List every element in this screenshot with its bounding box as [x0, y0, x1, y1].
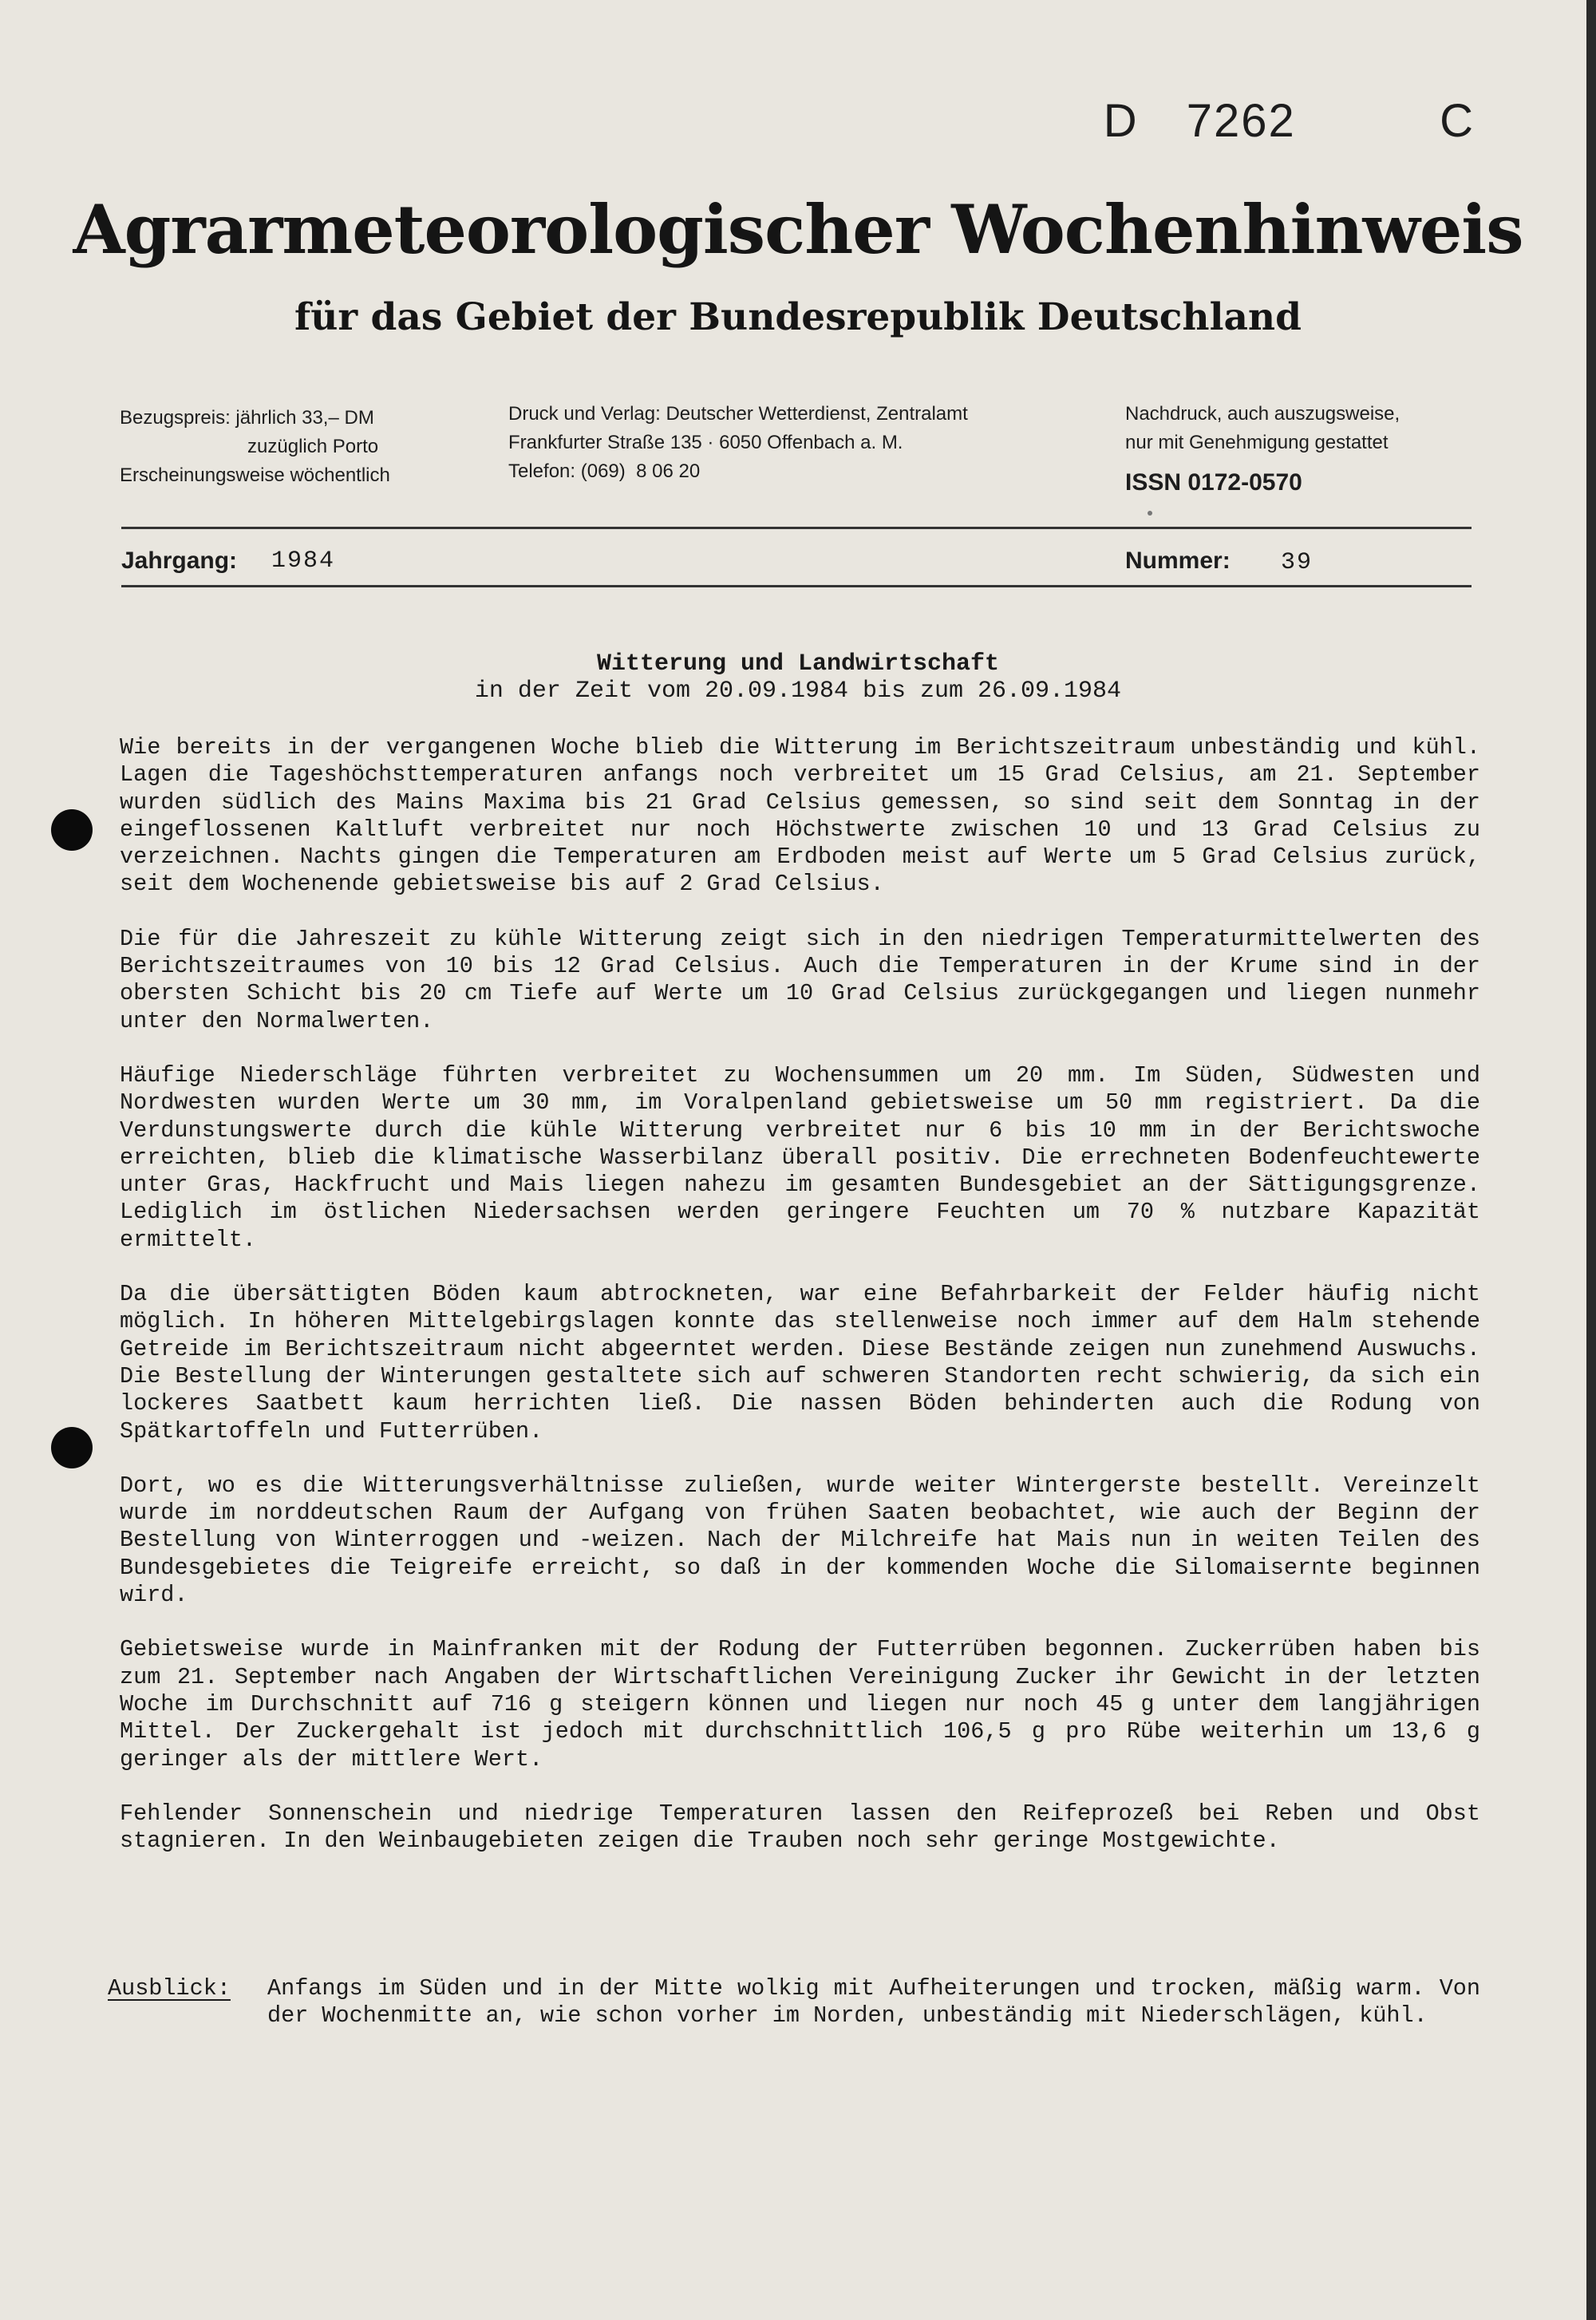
article-heading: Witterung und Landwirtschaft [596, 650, 1000, 678]
outlook-section [108, 1975, 1480, 2030]
paragraph: Fehlender Sonnenschein und niedrige Temperaturen lassen den Reifeprozeß bei Reben und Obst stagnieren. In den Weinbaugebieten zeigen die Trauben noch sehr geringe Mostgewichte. [120, 1800, 1480, 1855]
document-code: D 7262 C [1103, 95, 1475, 147]
paragraph: Wie bereits in der vergangenen Woche blieb die Witterung im Berichtszeitraum unbeständig und kühl. Lagen die Tageshöchsttemperaturen anfangs noch verbreitet um 15 Grad Celsius, am 21. September wurden südlich des Mains Maxima bis 21 Grad Celsius gemessen, so sind seit dem Sonntag in der eingeflossenen Kaltluft verbreitet nur noch Höchstwerte zwischen 10 und 13 Grad Celsius zu verzeichnen. Nachts gingen die Temperaturen am Erdboden meist auf Werte um 5 Grad Celsius zurück, seit dem Wochenende gebietsweise bis auf 2 Grad Celsius. [120, 734, 1480, 898]
issn: ISSN 0172-0570 [1125, 469, 1302, 496]
punch-hole [51, 809, 93, 851]
scan-edge-shadow [1586, 0, 1596, 2320]
paragraph: Gebietsweise wurde in Mainfranken mit der Rodung der Futterrüben begonnen. Zuckerrüben haben bis zum 21. September nach Angaben der Wirtschaftlichen Vereinigung Zucker ihr Gewicht in der letzten Woche im Durchschnitt auf 716 g steigern können und liegen nur noch 45 g unter dem langjährigen Mittel. Der Zuckergehalt ist jedoch mit durchschnittlich 106,5 g pro Rübe weiterhin um 13,6 g geringer als der mittlere Wert. [120, 1636, 1480, 1773]
volume-value: 1984 [271, 547, 336, 575]
publication-subtitle: für das Gebiet der Bundesrepublik Deutschland [294, 295, 1302, 339]
outlook-text: Anfangs im Süden und in der Mitte wolkig mit Aufheiterungen und trocken, mäßig warm. Von der Wochenmitte an, wie schon vorher im Norden, unbeständig mit Niederschlägen, kühl. [267, 1975, 1480, 2029]
scan-speck [1148, 511, 1152, 516]
paragraph: Da die übersättigten Böden kaum abtrockneten, war eine Befahrbarkeit der Felder häufig nicht möglich. In höheren Mittelgebirgslagen konnte das stellenweise noch immer auf dem Halm stehende Getreide im Berichtszeitraum nicht abgeerntet werden. Diese Bestände zeigen nun zunehmend Auswuchs. Die Bestellung der Winterungen gestaltete sich auf schweren Standorten recht schwierig, da sich ein lockeres Saatbett kaum herrichten ließ. Die nassen Böden behinderten auch die Rodung von Spätkartoffeln und Futterrüben. [120, 1281, 1480, 1445]
divider-bottom [121, 585, 1472, 587]
paragraph: Häufige Niederschläge führten verbreitet zu Wochensummen um 20 mm. Im Süden, Südwesten und Nordwesten wurden Werte um 30 mm, im Voralpenland gebietsweise um 50 mm registriert. Da die Verdunstungswerte durch die kühle Witterung verbreitet nur 6 bis 10 mm in der Berichtswoche erreichten, blieb die klimatische Wasserbilanz überall positiv. Die errechneten Bodenfeuchtewerte unter Gras, Hackfrucht und Mais liegen nahezu im gesamten Bundesgebiet an der Sättigungsgrenze. Lediglich im östlichen Niedersachsen werden geringere Feuchten um 70 % nutzbare Kapazität ermittelt. [120, 1061, 1480, 1253]
paragraph: Die für die Jahreszeit zu kühle Witterung zeigt sich in den niedrigen Temperaturmittelwerten des Berichtszeitraumes von 10 bis 12 Grad Celsius. Auch die Temperaturen in der Krume sind in der obersten Schicht bis 20 cm Tiefe auf Werte um 10 Grad Celsius zurückgegangen und liegen nunmehr unter den Normalwerten. [120, 925, 1480, 1034]
publisher-info: Druck und Verlag: Deutscher Wetterdienst, Zentralamt Frankfurter Straße 135 · 6050 Offenbach a. M. Telefon: (069) 8 06 20 [508, 403, 968, 482]
article-period: in der Zeit vom 20.09.1984 bis zum 26.09.1984 [474, 678, 1122, 705]
outlook-label: Ausblick: [108, 1975, 231, 2002]
paragraph: Dort, wo es die Witterungsverhältnisse zuließen, wurde weiter Wintergerste bestellt. Vereinzelt wurde im norddeutschen Raum der Aufgang von frühen Saaten beobachtet, wie auch der Beginn der Bestellung von Winterroggen und -weizen. Nach der Milchreife hat Mais nun in weiten Teilen des Bundesgebietes die Teigreife erreicht, so daß in der kommenden Woche die Silomaisernte beginnen wird. [120, 1472, 1480, 1609]
issue-number-value: 39 [1281, 549, 1314, 576]
divider-top [121, 527, 1472, 529]
subscription-info: Bezugspreis: jährlich 33,– DM zuzüglich Porto Erscheinungsweise wöchentlich [120, 407, 390, 486]
volume-label: Jahrgang: [121, 547, 238, 574]
punch-hole [51, 1427, 93, 1468]
publication-title: Agrarmeteorologischer Wochenhinweis [73, 190, 1523, 269]
article-body [120, 734, 1480, 1882]
reprint-notice: Nachdruck, auch auszugsweise, nur mit Genehmigung gestattet [1125, 403, 1400, 453]
issue-number-label: Nummer: [1125, 547, 1231, 574]
